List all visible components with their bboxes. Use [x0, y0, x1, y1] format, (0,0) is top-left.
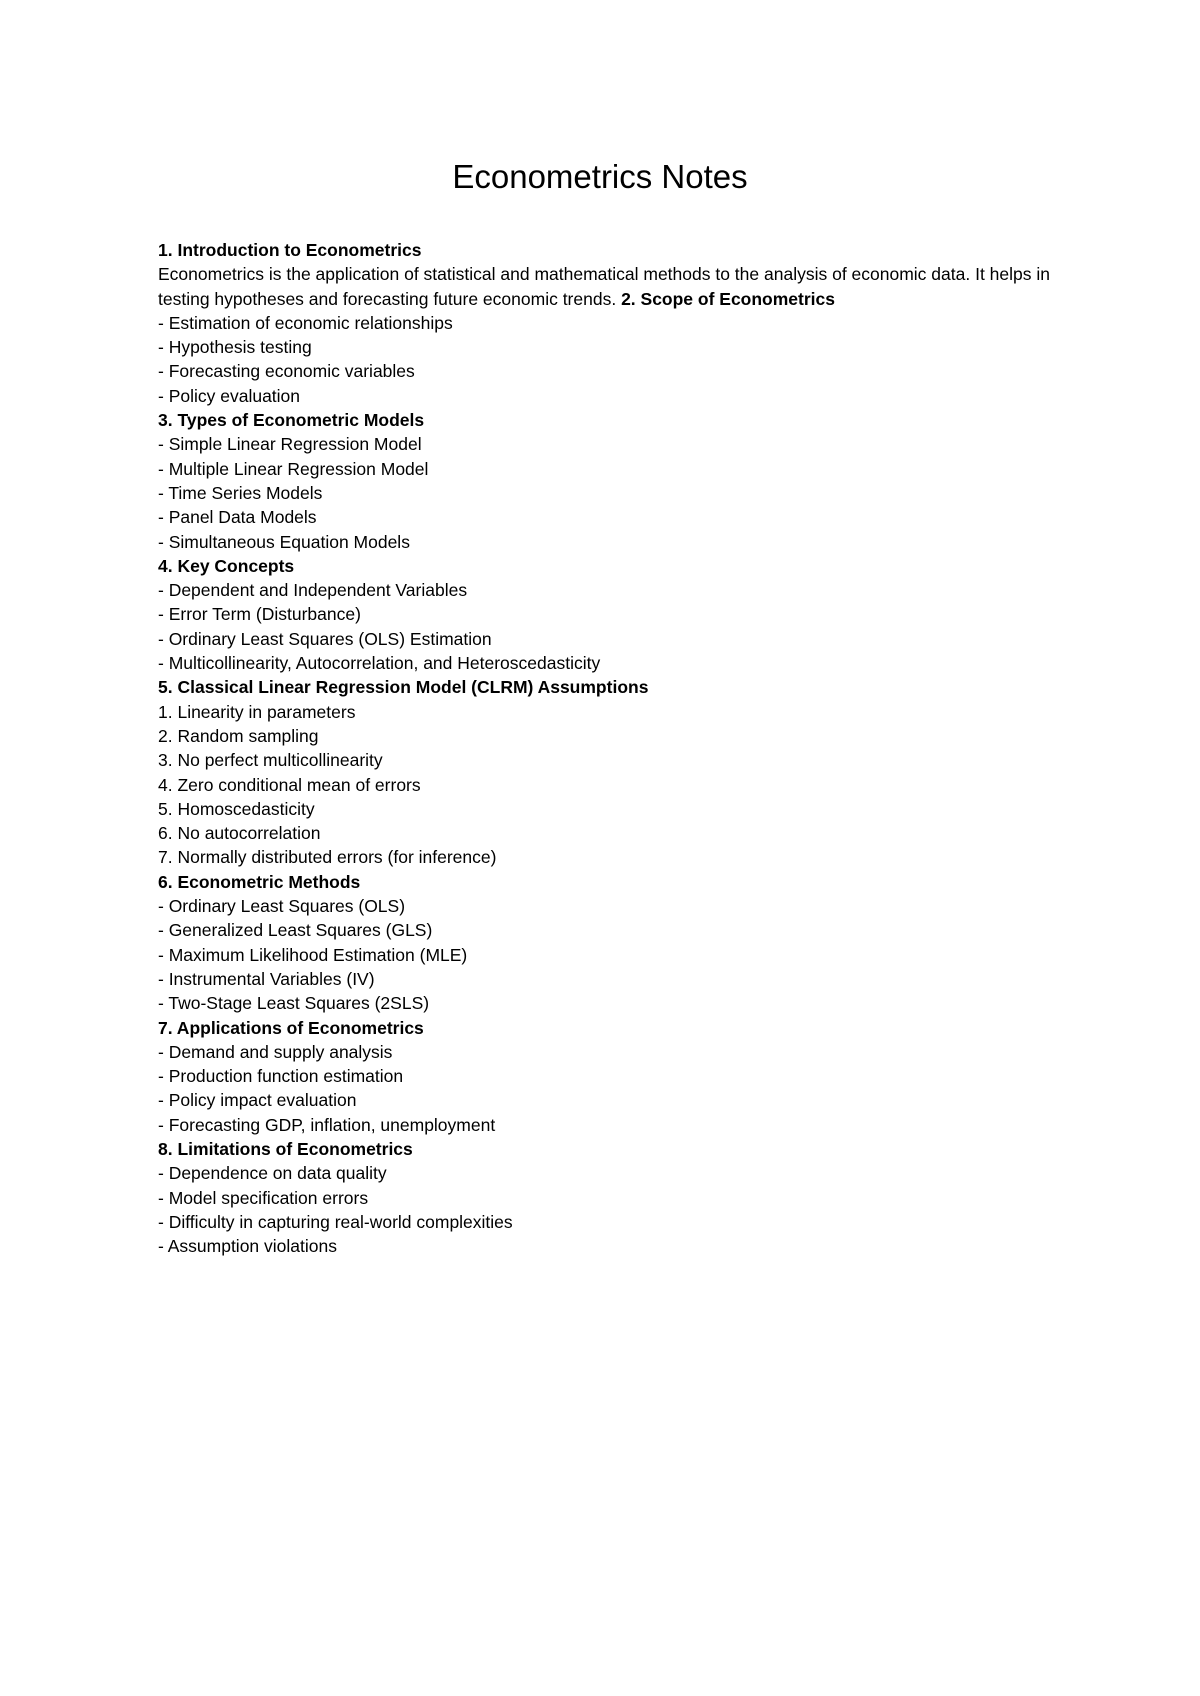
- list-item: - Simple Linear Regression Model: [158, 434, 422, 455]
- list-item: - Simultaneous Equation Models: [158, 531, 410, 552]
- list-item: - Multiple Linear Regression Model: [158, 458, 429, 479]
- list-item: - Ordinary Least Squares (OLS): [158, 896, 406, 917]
- list-item: 4. Zero conditional mean of errors: [158, 774, 421, 795]
- list-item: - Ordinary Least Squares (OLS) Estimation: [158, 628, 492, 649]
- list-item: 3. No perfect multicollinearity: [158, 750, 383, 771]
- section-heading-limitations: 8. Limitations of Econometrics: [158, 1138, 413, 1159]
- list-item: - Forecasting GDP, inflation, unemployment: [158, 1114, 496, 1135]
- list-item: - Two-Stage Least Squares (2SLS): [158, 993, 430, 1014]
- list-item: 2. Random sampling: [158, 725, 319, 746]
- list-item: - Production function estimation: [158, 1066, 404, 1087]
- list-item: - Model specification errors: [158, 1187, 369, 1208]
- limitations-list: [158, 1161, 1058, 1258]
- list-item: 6. No autocorrelation: [158, 823, 321, 844]
- document-title: Econometrics Notes: [452, 158, 748, 195]
- list-item: - Assumption violations: [158, 1236, 337, 1257]
- applications-list: [158, 1040, 1058, 1137]
- list-item: - Dependent and Independent Variables: [158, 580, 468, 601]
- list-item: - Multicollinearity, Autocorrelation, and Heteroscedasticity: [158, 653, 601, 674]
- list-item: - Policy impact evaluation: [158, 1090, 357, 1111]
- list-item: - Time Series Models: [158, 482, 323, 503]
- list-item: - Dependence on data quality: [158, 1163, 387, 1184]
- methods-list: [158, 894, 1058, 1015]
- introduction-paragraph: [158, 262, 1058, 311]
- scope-list: [158, 311, 1058, 408]
- key-concepts-list: [158, 578, 1058, 675]
- section-heading-types: 3. Types of Econometric Models: [158, 410, 425, 431]
- list-item: 5. Homoscedasticity: [158, 798, 315, 819]
- list-item: 1. Linearity in parameters: [158, 701, 356, 722]
- section-heading-methods: 6. Econometric Methods: [158, 871, 361, 892]
- list-item: - Estimation of economic relationships: [158, 312, 453, 333]
- clrm-assumptions-list: [158, 700, 1058, 870]
- section-heading-scope: 2. Scope of Econometrics: [621, 288, 836, 309]
- section-heading-applications: 7. Applications of Econometrics: [158, 1017, 424, 1038]
- list-item: - Difficulty in capturing real-world complexities: [158, 1211, 513, 1232]
- list-item: - Forecasting economic variables: [158, 361, 415, 382]
- list-item: - Error Term (Disturbance): [158, 604, 361, 625]
- list-item: - Panel Data Models: [158, 507, 317, 528]
- list-item: - Policy evaluation: [158, 385, 301, 406]
- list-item: 7. Normally distributed errors (for inference): [158, 847, 497, 868]
- list-item: - Generalized Least Squares (GLS): [158, 920, 433, 941]
- section-heading-introduction: 1. Introduction to Econometrics: [158, 240, 422, 260]
- types-list: [158, 432, 1058, 553]
- section-heading-key-concepts: 4. Key Concepts: [158, 555, 295, 576]
- list-item: - Instrumental Variables (IV): [158, 968, 375, 989]
- introduction-text: Econometrics is the application of statistical and mathematical methods to the analysis of economic data. It helps in testing hypotheses and forecasting future economic trends.: [158, 264, 1050, 309]
- list-item: - Maximum Likelihood Estimation (MLE): [158, 944, 468, 965]
- list-item: - Demand and supply analysis: [158, 1041, 393, 1062]
- section-heading-clrm-assumptions: 5. Classical Linear Regression Model (CLRM) Assumptions: [158, 677, 649, 698]
- document-body: [158, 238, 1058, 1258]
- list-item: - Hypothesis testing: [158, 337, 312, 358]
